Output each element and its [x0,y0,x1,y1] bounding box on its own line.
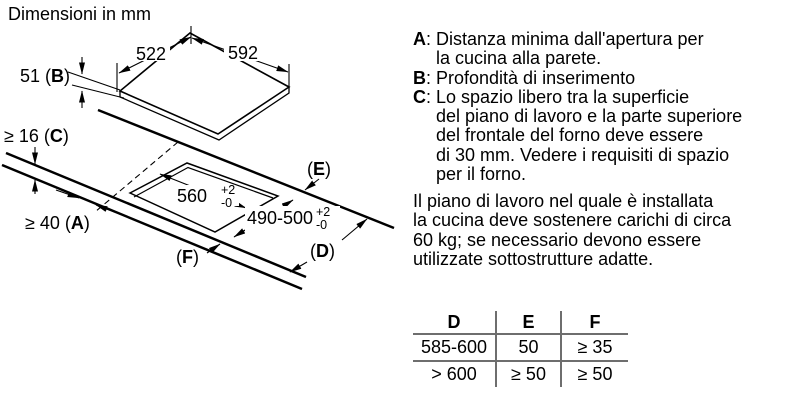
load-note-paragraph [413,192,731,269]
table-cell: 50 [497,335,562,362]
legend [413,30,742,184]
table-cell: ≥ 50 [577,364,613,384]
dim-560-tol-minus: -0 [221,196,233,210]
legend-c-line: del piano di lavoro e la parte superiore [436,106,743,127]
label-d-arrow-lower [290,262,307,272]
dim-a-label: ≥ 40 (A) [25,213,90,233]
dim-490-500-tol-minus: -0 [316,218,328,232]
table-cell: > 600 [413,362,497,387]
legend-a-line: Distanza minima dall'apertura per [436,29,704,49]
table-cell: ≥ 35 [562,335,628,362]
legend-c-line: per il forno. [436,164,527,185]
page-title: Dimensioni in mm [8,4,152,24]
dim-b-label: 51 (B) [20,66,71,86]
legend-key-b: B: [413,67,432,88]
dim-490-500-label: 490-500 [247,208,314,228]
dim-490-500-tol-plus: +2 [316,205,331,219]
label-f: (F) [176,247,199,267]
table-header-d: D [413,311,497,335]
legend-item-a [413,30,742,69]
table-cell: 585-600 [413,335,497,362]
legend-item-b [413,69,742,88]
label-d-arrow-upper [342,219,367,240]
legend-item-c [413,88,742,184]
dimensions-table [413,311,628,387]
dim-560-tol-plus: +2 [221,183,236,197]
dim-b-extension-2 [72,85,124,98]
label-d: (D) [310,241,335,261]
legend-key-c: C: [413,86,432,107]
projection-dashed-line [95,142,178,212]
paragraph-line: 60 kg; se necessario devono essere [413,229,702,250]
table-header-e: E [497,311,562,335]
paragraph-line: la cucina deve sostenere carichi di circa [413,210,732,231]
legend-a-line: la cucina alla parete. [436,48,602,69]
dim-522-label: 522 [135,44,167,64]
legend-c-line: del frontale del forno deve essere [436,125,704,146]
installation-diagram [0,0,400,300]
legend-key-a: A: [413,29,432,49]
table-cell: ≥ 50 [497,362,562,387]
label-e-arrow [305,179,319,190]
dim-560-label: 560 [177,186,208,206]
legend-c-line: di 30 mm. Vedere i requisiti di spazio [436,144,730,165]
legend-b-line: Profondità di inserimento [436,67,636,88]
hob-edge-lip [120,87,289,140]
label-knockouts [132,44,340,231]
table-header-f: F [562,311,628,335]
paragraph-line: utilizzate sottostrutture adatte. [413,248,654,269]
dim-c-label: ≥ 16 (C) [4,126,69,146]
legend-c-line: Lo spazio libero tra la superficie [436,86,690,107]
dim-b-extension-1 [68,72,120,90]
dim-592-label: 592 [227,43,259,63]
paragraph-line: Il piano di lavoro nel quale è installata [413,191,714,211]
label-e: (E) [307,159,332,179]
